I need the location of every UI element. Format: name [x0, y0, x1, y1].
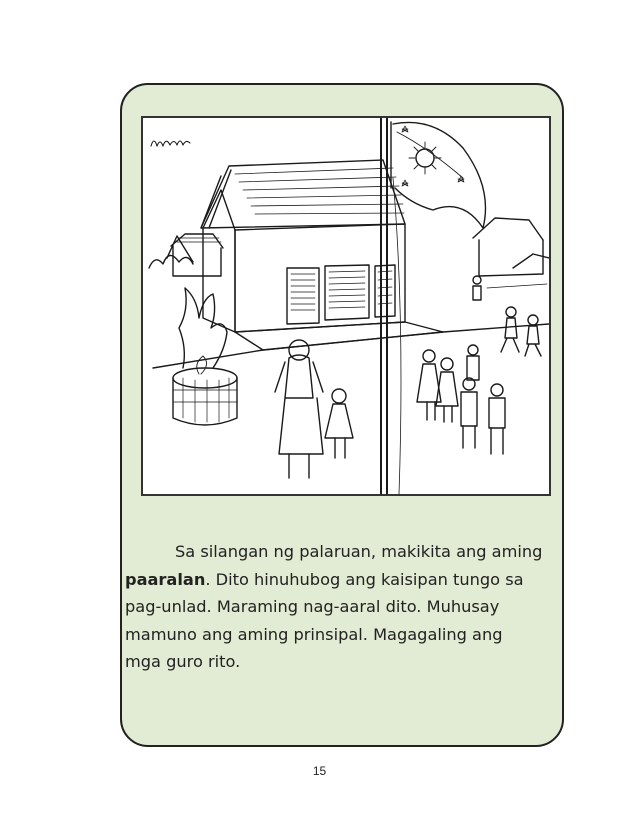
artist-signature: [151, 141, 190, 146]
teacher-figure: [275, 340, 323, 478]
story-line-4: mamuno ang aming prinsipal. Magagaling ang: [125, 624, 503, 644]
school-building: [153, 160, 549, 368]
philippine-flag: [391, 122, 486, 228]
background-trees: [149, 236, 193, 268]
running-children: [473, 276, 541, 356]
story-paragraph: [125, 538, 561, 676]
page-number: 15: [312, 764, 327, 778]
keyword-paaralan: paaralan: [125, 569, 206, 589]
background-houses: [473, 218, 549, 288]
story-line-2: paaralan. Dito hinuhubog ang kaisipan tungo sa: [125, 569, 524, 589]
child-girl-figure: [325, 389, 353, 458]
story-line-5: mga guro rito.: [125, 652, 241, 671]
school-illustration: [141, 116, 551, 496]
story-line-3: pag-unlad. Maraming nag-aaral dito. Muhusay: [125, 597, 500, 616]
story-line-1: Sa silangan ng palaruan, makikita ang aming: [175, 542, 543, 561]
children-group: [417, 345, 505, 454]
left-house: [171, 234, 223, 276]
